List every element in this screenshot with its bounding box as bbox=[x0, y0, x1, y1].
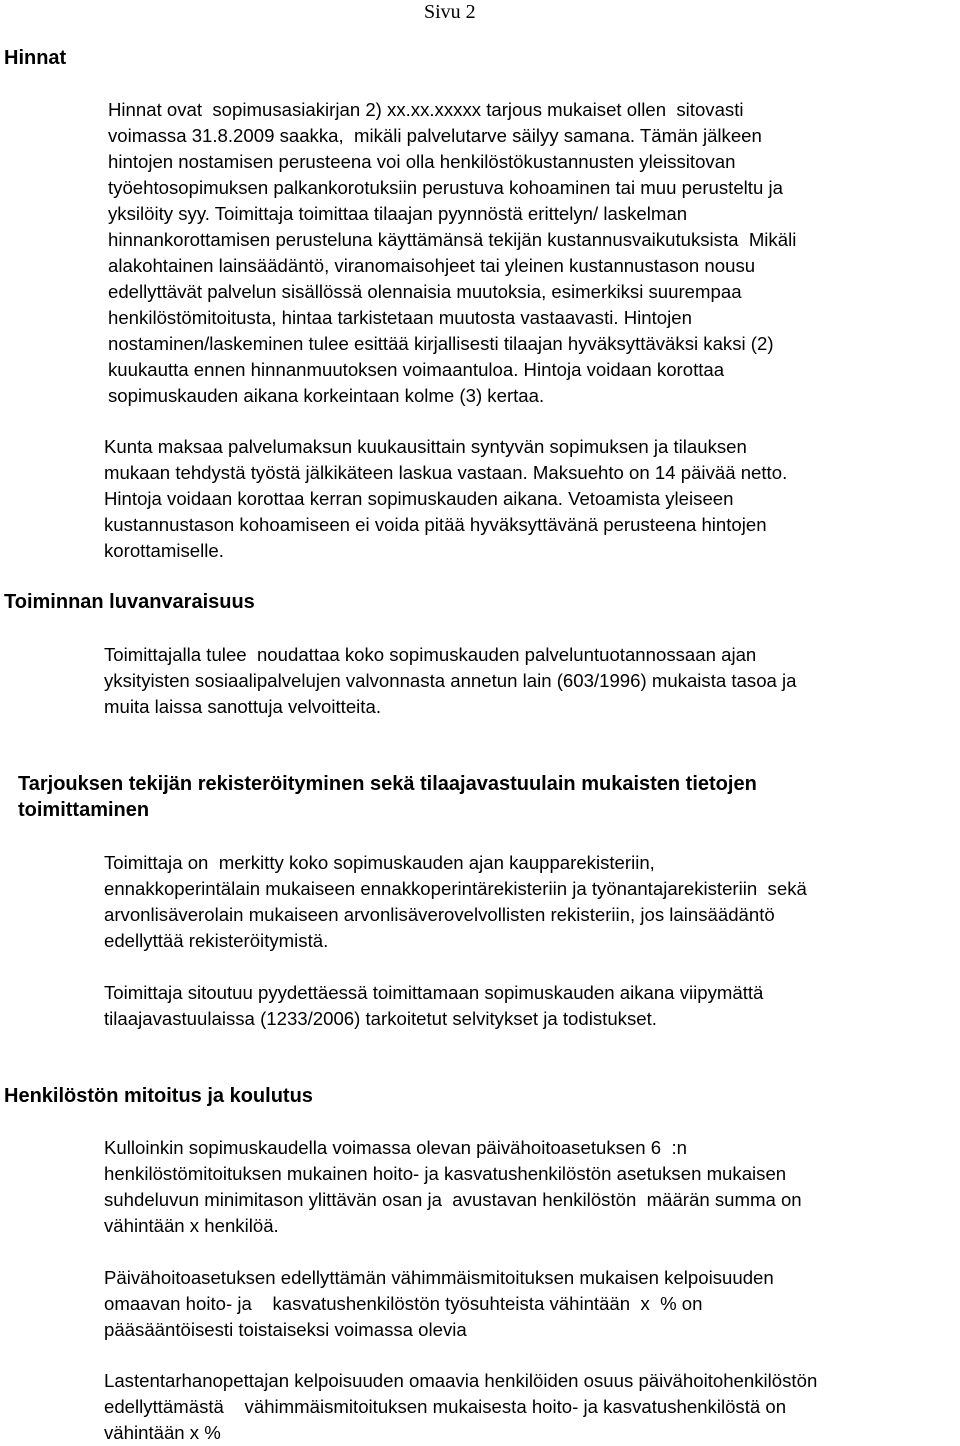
text-line: Hinnat ovat sopimusasiakirjan 2) xx.xx.xxxxx tarjous mukaiset ollen sitovasti bbox=[108, 99, 744, 120]
page-number: Sivu 2 bbox=[424, 1, 476, 23]
text-line: arvonlisäverolain mukaiseen arvonlisäverovelvollisten rekisteriin, jos lainsäädäntö bbox=[104, 904, 775, 925]
text-line: vähintään x henkilöä. bbox=[104, 1215, 279, 1236]
text-line: Toimittaja sitoutuu pyydettäessä toimittamaan sopimuskauden aikana viipymättä bbox=[104, 982, 764, 1003]
text-line: Kunta maksaa palvelumaksun kuukausittain syntyvän sopimuksen ja tilauksen bbox=[104, 436, 747, 457]
text-line: yksilöity syy. Toimittaja toimittaa tilaajan pyynnöstä erittelyn/ laskelman bbox=[108, 203, 688, 224]
text-line: edellyttävät palvelun sisällössä olennaisia muutoksia, esimerkiksi suurempaa bbox=[108, 281, 742, 302]
paragraph-hinnat-1 bbox=[108, 97, 900, 409]
text-line: Hintoja voidaan korottaa kerran sopimuskauden aikana. Vetoamista yleiseen bbox=[104, 488, 734, 509]
paragraph-rekisteroityminen-2 bbox=[104, 980, 944, 1032]
text-line: muita laissa sanottuja velvoitteita. bbox=[104, 696, 381, 717]
text-line: Kulloinkin sopimuskaudella voimassa olevan päivähoitoasetuksen 6 :n bbox=[104, 1137, 687, 1158]
text-line: Toimittajalla tulee noudattaa koko sopimuskauden palveluntuotannossaan ajan bbox=[104, 644, 757, 665]
paragraph-mitoitus-2 bbox=[104, 1265, 950, 1343]
paragraph-rekisteroityminen-1 bbox=[104, 850, 956, 954]
text-line: pääsääntöisesti toistaiseksi voimassa olevia bbox=[104, 1319, 467, 1340]
text-line: mukaan tehdystä työstä jälkikäteen laskua vastaan. Maksuehto on 14 päivää netto. bbox=[104, 462, 788, 483]
text-line: henkilöstömitoitusta, hintaa tarkistetaan muutosta vastaavasti. Hintojen bbox=[108, 307, 692, 328]
text-line: yksityisten sosiaalipalvelujen valvonnasta annetun lain (603/1996) mukaista tasoa ja bbox=[104, 670, 797, 691]
section-heading-rekisteroityminen bbox=[18, 771, 757, 823]
text-line: Lastentarhanopettajan kelpoisuuden omaavia henkilöiden osuus päivähoitohenkilöstön bbox=[104, 1370, 818, 1391]
text-line: tilaajavastuulaissa (1233/2006) tarkoitetut selvitykset ja todistukset. bbox=[104, 1008, 657, 1029]
text-line: kuukautta ennen hinnanmuutoksen voimaantuloa. Hintoja voidaan korottaa bbox=[108, 359, 725, 380]
heading-line: toimittaminen bbox=[18, 799, 150, 821]
paragraph-mitoitus-1 bbox=[104, 1135, 950, 1239]
text-line: ennakkoperintälain mukaiseen ennakkoperintärekisteriin ja työnantajarekisteriin sekä bbox=[104, 878, 807, 899]
text-line: Toimittaja on merkitty koko sopimuskauden ajan kaupparekisteriin, bbox=[104, 852, 655, 873]
heading-line: Tarjouksen tekijän rekisteröityminen sekä tilaajavastuulain mukaisten tietojen bbox=[18, 773, 757, 795]
text-line: korottamiselle. bbox=[104, 540, 224, 561]
text-line: voimassa 31.8.2009 saakka, mikäli palvelutarve säilyy samana. Tämän jälkeen bbox=[108, 125, 762, 146]
section-heading-toiminnan-luvanvaraisuus: Toiminnan luvanvaraisuus bbox=[4, 591, 255, 613]
text-line: edellyttää rekisteröitymistä. bbox=[104, 930, 329, 951]
text-line: kustannustason kohoamiseen ei voida pitää hyväksyttävänä perusteena hintojen bbox=[104, 514, 767, 535]
text-line: edellyttämästä vähimmäismitoituksen mukaisesta hoito- ja kasvatushenkilöstä on bbox=[104, 1396, 787, 1417]
text-line: hintojen nostamisen perusteena voi olla henkilöstökustannusten yleissitovan bbox=[108, 151, 736, 172]
section-heading-henkiloston-mitoitus: Henkilöstön mitoitus ja koulutus bbox=[4, 1085, 313, 1107]
paragraph-hinnat-2 bbox=[104, 434, 940, 564]
text-line: hinnankorottamisen perusteluna käyttämänsä tekijän kustannusvaikutuksista Mikäli bbox=[108, 229, 797, 250]
text-line: sopimuskauden aikana korkeintaan kolme (3) kertaa. bbox=[108, 385, 545, 406]
paragraph-luvanvaraisuus bbox=[104, 642, 954, 720]
text-line: suhdeluvun minimitason ylittävän osan ja avustavan henkilöstön määrän summa on bbox=[104, 1189, 802, 1210]
text-line: Päivähoitoasetuksen edellyttämän vähimmäismitoituksen mukaisen kelpoisuuden bbox=[104, 1267, 774, 1288]
text-line: omaavan hoito- ja kasvatushenkilöstön työsuhteista vähintään x % on bbox=[104, 1293, 703, 1314]
text-line: alakohtainen lainsäädäntö, viranomaisohjeet tai yleinen kustannustason nousu bbox=[108, 255, 756, 276]
paragraph-mitoitus-3 bbox=[104, 1368, 956, 1446]
text-line: työehtosopimuksen palkankorotuksiin perustuva kohoaminen tai muu perusteltu ja bbox=[108, 177, 783, 198]
text-line: vähintään x % bbox=[104, 1422, 221, 1443]
text-line: henkilöstömitoituksen mukainen hoito- ja kasvatushenkilöstön asetuksen mukaisen bbox=[104, 1163, 787, 1184]
text-line: nostaminen/laskeminen tulee esittää kirjallisesti tilaajan hyväksyttäväksi kaksi (2) bbox=[108, 333, 774, 354]
section-heading-hinnat: Hinnat bbox=[4, 47, 67, 69]
